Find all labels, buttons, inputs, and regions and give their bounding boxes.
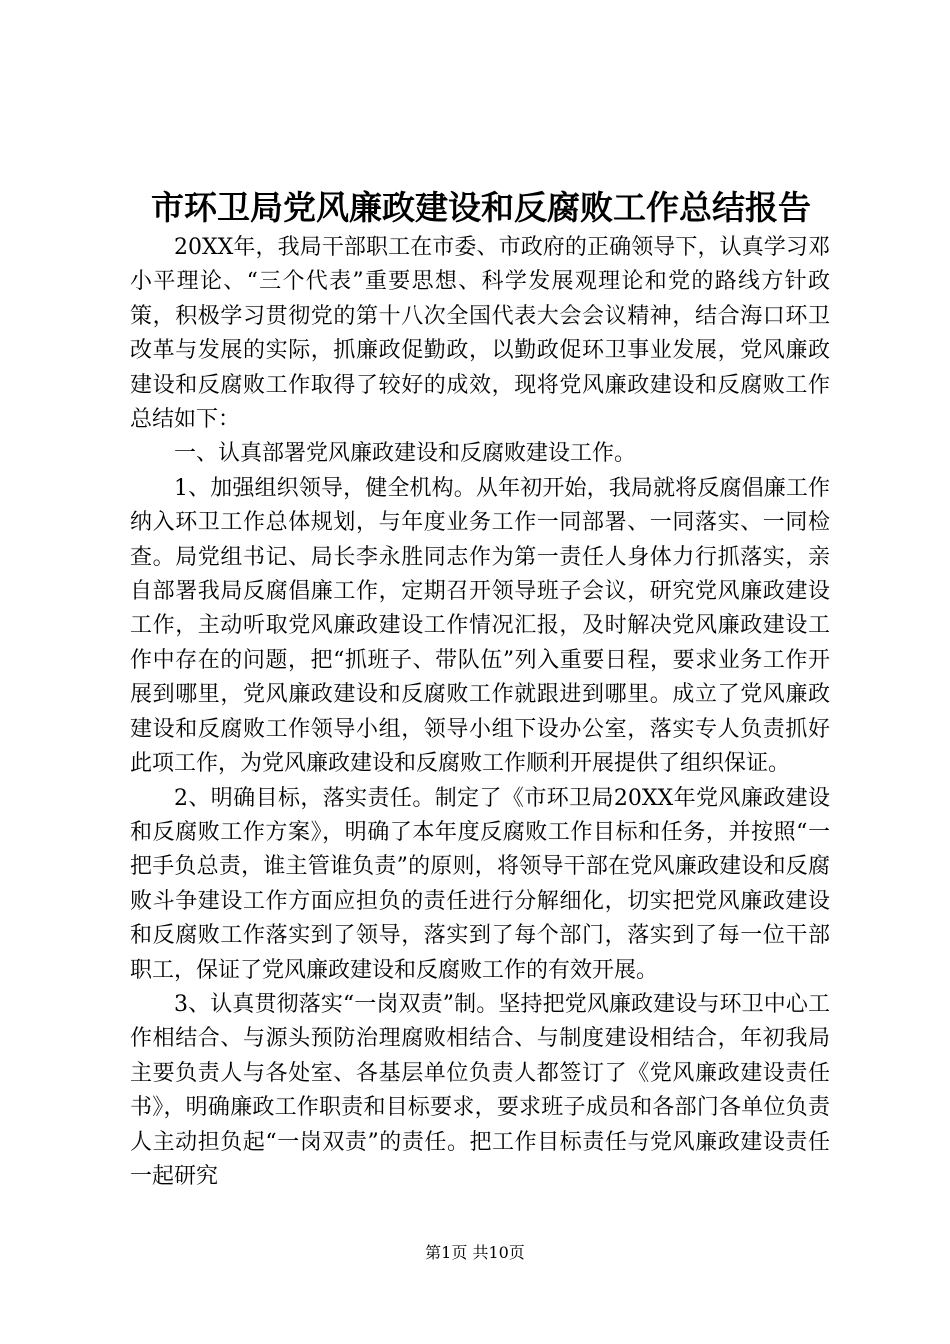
paragraph-item-2: 2、明确目标，落实责任。制定了《市环卫局20XX年党风廉政建设和反腐败工作方案》，明确了本年度反腐败工作目标和任务，并按照“一把手负总责，谁主管谁负责”的原则，将领导干部在党风廉政建设和反腐败斗争建设工作方面应担负的责任进行分解细化，切实把党风廉政建设和反腐败工作落实到了领导，落实到了每个部门，落实到了每一位干部职工，保证了党风廉政建设和反腐败工作的有效开展。	[130, 785, 830, 983]
document-title: 市环卫局党风廉政建设和反腐败工作总结报告	[151, 188, 811, 227]
document-body	[130, 231, 830, 1194]
page-number-footer: 第1页 共10页	[425, 1243, 525, 1262]
paragraph-item-1: 1、加强组织领导，健全机构。从年初开始，我局就将反腐倡廉工作纳入环卫工作总体规划，与年度业务工作一同部署、一同落实、一同检查。局党组书记、局长李永胜同志作为第一责任人身体力行抓落实，亲自部署我局反腐倡廉工作，定期召开领导班子会议，研究党风廉政建设工作，主动听取党风廉政建设工作情况汇报，及时解决党风廉政建设工作中存在的问题，把“抓班子、带队伍”列入重要日程，要求业务工作开展到哪里，党风廉政建设和反腐败工作就跟进到哪里。成立了党风廉政建设和反腐败工作领导小组，领导小组下设办公室，落实专人负责抓好此项工作，为党风廉政建设和反腐败工作顺利开展提供了组织保证。	[130, 475, 830, 777]
paragraph-intro: 20XX年，我局干部职工在市委、市政府的正确领导下，认真学习邓小平理论、“三个代表”重要思想、科学发展观理论和党的路线方针政策，积极学习贯彻党的第十八次全国代表大会会议精神，结合海口环卫改革与发展的实际，抓廉政促勤政，以勤政促环卫事业发展，党风廉政建设和反腐败工作取得了较好的成效，现将党风廉政建设和反腐败工作总结如下：	[130, 235, 830, 433]
paragraph-section-heading: 一、认真部署党风廉政建设和反腐败建设工作。	[174, 441, 637, 467]
paragraph-item-3: 3、认真贯彻落实“一岗双责”制。坚持把党风廉政建设与环卫中心工作相结合、与源头预防治理腐败相结合、与制度建设相结合，年初我局主要负责人与各处室、各基层单位负责人都签订了《党风廉政建设责任书》，明确廉政工作职责和目标要求，要求班子成员和各部门各单位负责人主动担负起“一岗双责”的责任。把工作目标责任与党风廉政建设责任一起研究	[130, 991, 830, 1189]
